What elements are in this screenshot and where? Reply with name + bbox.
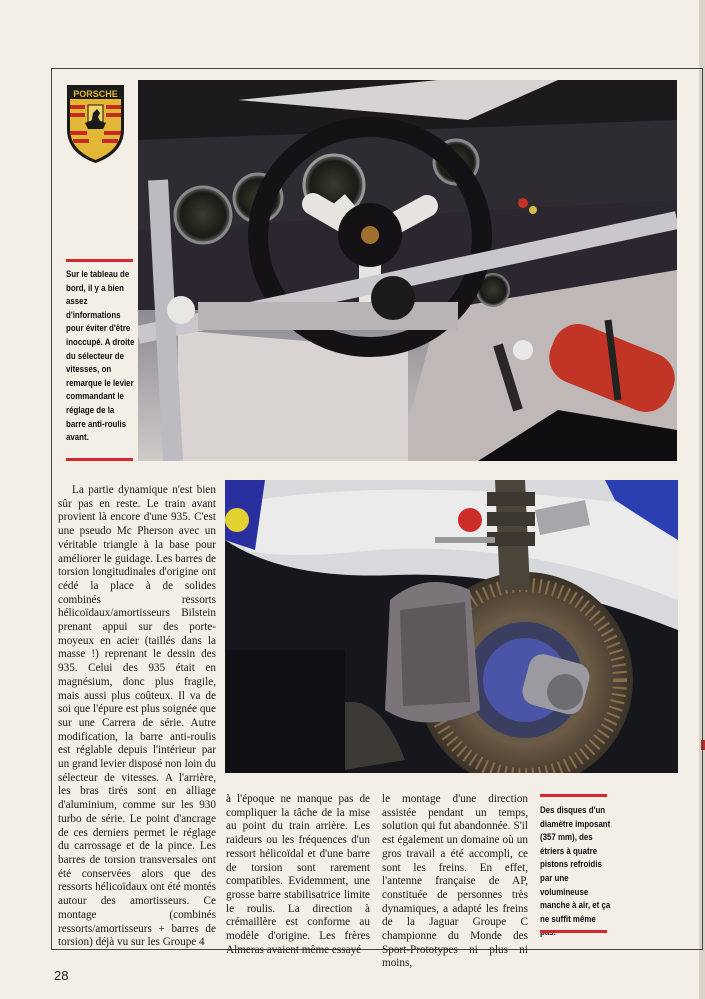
paragraph: le montage d'une direction assistée pendant un temps, solution qui fut abandonnée. S'il est également un domaine où un gros travail a été accompli, ce sont les freins. En effet, l'antenne française de AP, constituée de personnes très dynamiques, a adapté les freins de la Jaguar Groupe C championne du Monde des Sport-Prototypes ni plus ni moins, (382, 793, 528, 970)
caption-dashboard: Sur le tableau de bord, il y a bien assez d'informations pour éviter d'être inoccupé. A droite du sélecteur de vitesses, on remarque le levier commandant le réglage de la barre anti-roulis avant. (66, 269, 135, 443)
paragraph: La partie dynamique n'est bien sûr pas en reste. Le train avant provient là encore d'une 935. C'est une pseudo Mc Pherson avec un véritable triangle à la base pour améliorer le guidage. Les barres de torsion longitudinales d'origine ont cédé la place à de solides combinés ressorts hélicoïdaux/amortisseurs Bilstein prenant appui sur des porte-moyeux en acier (taillés dans la masse !) reprenant le dessin des 935. Celui des 935 était en magnésium, donc plus fragile, mais aussi plus coûteux. Il va de soi que l'épure est plus soignée que sur une Carrera de série. Autre modification, la barre anti-roulis est réglable depuis l'intérieur par un grand levier disposé non loin du sélecteur de vitesses. A l'arrière, les bras tirés sont en alliage d'aluminium, comme sur les 930 turbo de série. Le point d'ancrage de ces derniers permet le réglage du carrossage et de la pince. Les barres de torsion transversales ont été conservées alors que des ressorts hélicoïdaux ont été montés autour des amortisseurs. Ce montage (combinés ressorts/amortisseurs + barres de torsion) déjà vu sur les Groupe 4 (58, 484, 216, 949)
caption-rule-bottom (66, 458, 133, 461)
text-column-3 (382, 793, 528, 971)
paragraph: à l'époque ne manque pas de compliquer la tâche de la mise au point du train arrière. Les raideurs ou les fréquences d'un ressort hélicoïdal et d'une barre de torsion sont rarement compatibles. Evidemment, une grosse barre stabilisatrice limite le roulis. La direction à crémaillère est conforme au modèle d'origine. Les frères Almeras avaient même essayé (226, 793, 370, 956)
caption-brakes: Des disques d'un diamètre imposant (357 mm), des étriers à quatre pistons refroidis par une volumineuse manche à air, et ça ne suffit même (540, 805, 611, 924)
dashboard-photo (138, 80, 677, 461)
page-number: 28 (54, 968, 69, 983)
text-column-1 (58, 484, 216, 950)
caption-rule-top (540, 794, 607, 797)
porsche-crest-logo (63, 83, 128, 165)
watermark-strip (30, 60, 44, 240)
text-column-2 (226, 793, 370, 957)
caption-rule-bottom (540, 930, 607, 933)
svg-text:PORSCHE: PORSCHE (73, 89, 118, 99)
caption-rule-top (66, 259, 133, 262)
brake-disc-photo (225, 480, 678, 773)
